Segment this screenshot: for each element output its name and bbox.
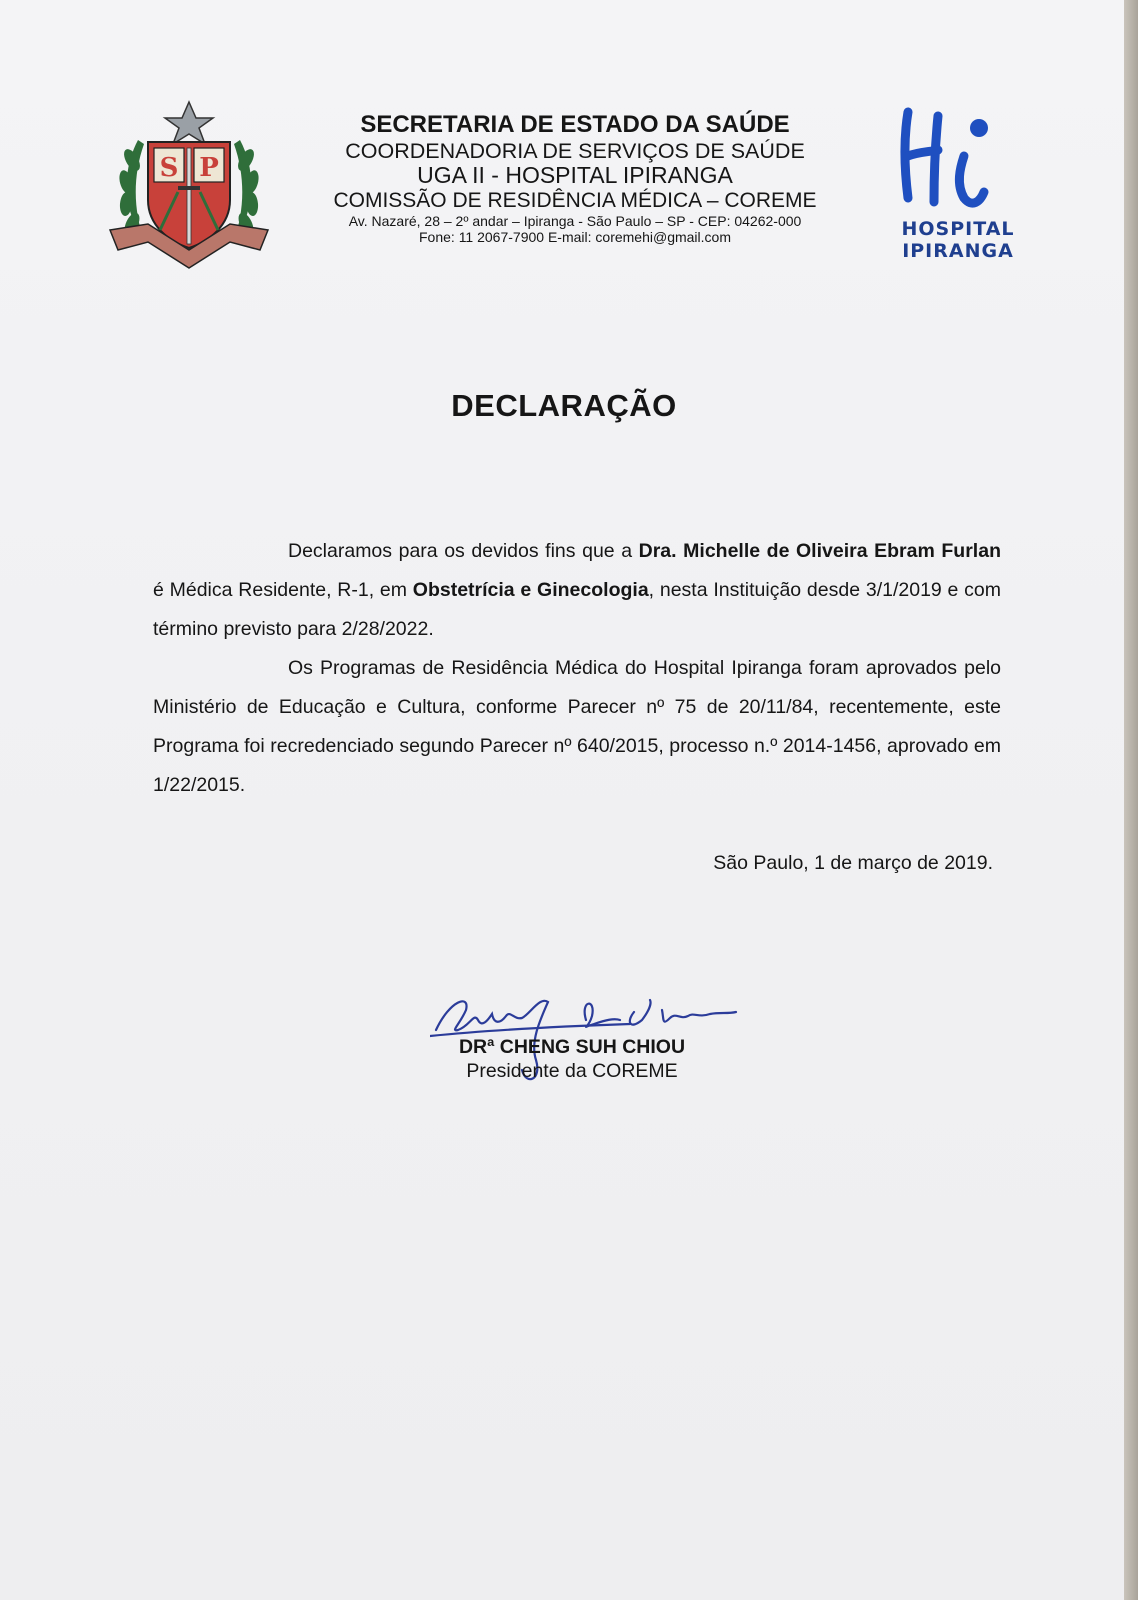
signer-name: DRª CHENG SUH CHIOU — [458, 1036, 686, 1058]
crest-letter-p: P — [199, 153, 219, 183]
letterhead — [280, 112, 870, 246]
table-surface-edge — [1124, 0, 1138, 1600]
date-line: São Paulo, 1 de março de 2019. — [713, 852, 993, 874]
letterhead-contact: Fone: 11 2067-7900 E-mail: coremehi@gmail.com — [419, 228, 731, 245]
letterhead-secretariat: SECRETARIA DE ESTADO DA SAÚDE — [360, 111, 790, 138]
signer-role: Presidente da COREME — [466, 1060, 678, 1082]
paragraph1-text-2: é Médica Residente, R-1, em — [153, 579, 413, 601]
logo-hospital-word: HOSPITAL — [901, 218, 1015, 240]
document-title: DECLARAÇÃO — [451, 388, 677, 423]
letterhead-hospital: UGA II - HOSPITAL IPIRANGA — [417, 161, 733, 188]
specialty-name: Obstetrícia e Ginecologia — [412, 579, 649, 601]
paragraph-programs: Os Programas de Residência Médica do Hospital Ipiranga foram aprovados pelo Ministério de Educação e Cultura, conforme Parecer nº 75 de 20/11/84, recentemente, este Programa foi recredenciado segundo Parecer nº 640/2015, processo n.º 2014-1456, aprovado em 1/22/2015. — [153, 657, 1001, 796]
paragraph1-text-3: , nesta Instituição desde 3/1/2019 e com término previsto para 2/28/2022. — [153, 579, 1002, 640]
letterhead-coordination: COORDENADORIA DE SERVIÇOS DE SAÚDE — [345, 138, 805, 163]
paragraph-declaration — [153, 532, 1001, 649]
paragraph1-text-1: Declaramos para os devidos fins que a — [288, 540, 639, 562]
crest-letter-s: S — [159, 153, 179, 183]
letterhead-address: Av. Nazaré, 28 – 2º andar – Ipiranga - São Paulo – SP - CEP: 04262-000 — [348, 213, 802, 230]
resident-name: Dra. Michelle de Oliveira Ebram Furlan — [638, 540, 1001, 562]
sao-paulo-coat-of-arms-icon — [108, 100, 270, 272]
letterhead-commission: COMISSÃO DE RESIDÊNCIA MÉDICA – COREME — [333, 188, 817, 212]
signer-block — [440, 1035, 704, 1083]
declaration-body — [153, 532, 1001, 805]
hospital-ipiranga-logo-icon — [868, 106, 1048, 266]
logo-ipiranga-word: IPIRANGA — [902, 240, 1014, 262]
